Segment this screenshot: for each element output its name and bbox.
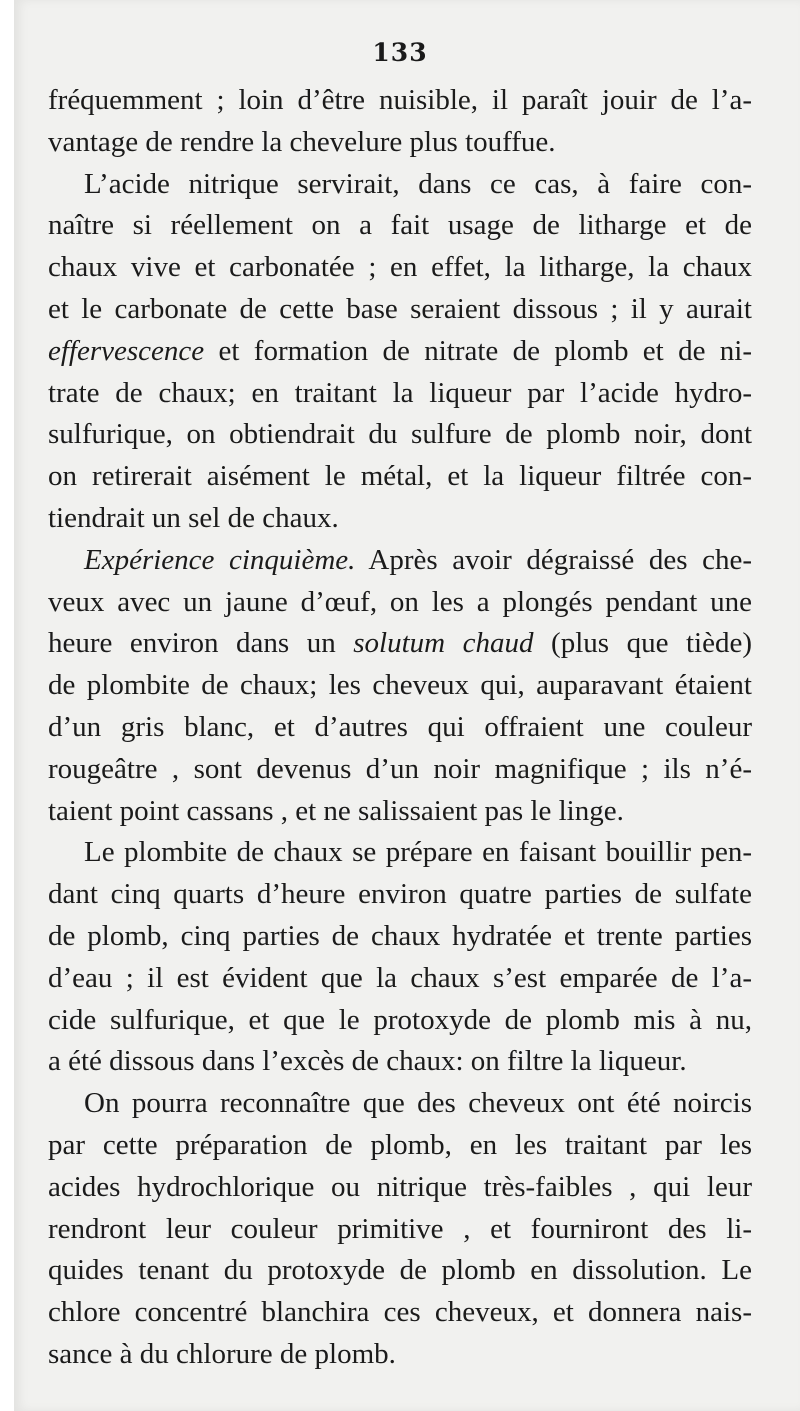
- text-segment: Après avoir dégraissé des che-: [355, 543, 753, 576]
- text-segment: de plombite de chaux; les cheveux qui, auparavant étaient: [48, 669, 752, 702]
- text-line: [48, 1292, 752, 1334]
- text-line: [48, 164, 752, 206]
- text-line: [48, 749, 752, 791]
- text-line: [48, 958, 752, 1000]
- page-number: 133: [372, 38, 428, 67]
- italic-text: Expérience cinquième.: [84, 543, 356, 576]
- text-line: [48, 916, 752, 958]
- italic-text: solutum chaud: [353, 627, 534, 660]
- text-line: [48, 205, 752, 247]
- italic-text: effervescence: [48, 334, 205, 367]
- text-line: [48, 874, 752, 916]
- text-line: [48, 1209, 752, 1251]
- text-segment: sance à du chlorure de plomb.: [48, 1337, 396, 1370]
- text-line: [48, 1041, 752, 1083]
- text-line: [48, 791, 752, 833]
- text-segment: vantage de rendre la chevelure plus touffue.: [48, 125, 556, 158]
- text-segment: Le plombite de chaux se prépare en faisant bouillir pen-: [84, 836, 752, 869]
- text-segment: trate de chaux; en traitant la liqueur par l’acide hydro-: [48, 376, 752, 409]
- text-line: [48, 289, 752, 331]
- text-line: [48, 707, 752, 749]
- text-line: [48, 456, 752, 498]
- text-segment: et le carbonate de cette base seraient dissous ; il y aurait: [48, 292, 752, 325]
- paragraph: [48, 1083, 752, 1376]
- text-line: [48, 623, 752, 665]
- text-segment: de plomb, cinq parties de chaux hydratée et trente parties: [48, 919, 752, 952]
- paragraph: [48, 832, 752, 1083]
- text-line: [48, 373, 752, 415]
- text-line: [48, 414, 752, 456]
- paragraph: [48, 80, 752, 164]
- text-line: [48, 1000, 752, 1042]
- text-line: [48, 247, 752, 289]
- text-line: [48, 331, 752, 373]
- text-segment: L’acide nitrique servirait, dans ce cas, à faire con-: [84, 167, 752, 200]
- text-segment: d’un gris blanc, et d’autres qui offraient une couleur: [48, 710, 752, 743]
- text-segment: acides hydrochlorique ou nitrique très-faibles , qui leur: [48, 1170, 752, 1203]
- text-segment: tiendrait un sel de chaux.: [48, 501, 339, 534]
- text-segment: heure environ dans un: [48, 627, 354, 660]
- text-line: [48, 1250, 752, 1292]
- text-segment: quides tenant du protoxyde de plomb en dissolution. Le: [48, 1254, 752, 1287]
- text-line: [48, 1167, 752, 1209]
- text-line: [48, 1334, 752, 1376]
- text-segment: et formation de nitrate de plomb et de ni-: [204, 334, 752, 367]
- body-text: [48, 80, 752, 1376]
- paragraph: [48, 540, 752, 833]
- text-segment: (plus que tiède): [533, 627, 752, 660]
- text-segment: rougeâtre , sont devenus d’un noir magnifique ; ils n’é-: [48, 752, 752, 785]
- text-segment: chlore concentré blanchira ces cheveux, et donnera nais-: [48, 1296, 752, 1329]
- text-segment: sulfurique, on obtiendrait du sulfure de plomb noir, dont: [48, 418, 752, 451]
- text-line: [48, 665, 752, 707]
- text-line: [48, 832, 752, 874]
- text-line: [48, 498, 752, 540]
- text-segment: taient point cassans , et ne salissaient pas le linge.: [48, 794, 624, 827]
- text-segment: fréquemment ; loin d’être nuisible, il paraît jouir de l’a-: [48, 84, 752, 116]
- text-segment: On pourra reconnaître que des cheveux ont été noircis: [84, 1087, 752, 1120]
- text-segment: chaux vive et carbonatée ; en effet, la litharge, la chaux: [48, 251, 752, 284]
- text-segment: a été dissous dans l’excès de chaux: on filtre la liqueur.: [48, 1045, 687, 1078]
- text-segment: d’eau ; il est évident que la chaux s’est emparée de l’a-: [48, 961, 752, 994]
- text-segment: par cette préparation de plomb, en les traitant par les: [48, 1128, 752, 1161]
- text-segment: cide sulfurique, et que le protoxyde de plomb mis à nu,: [48, 1003, 752, 1036]
- text-line: [48, 540, 752, 582]
- text-segment: on retirerait aisément le métal, et la liqueur filtrée con-: [48, 460, 752, 493]
- text-line: [48, 582, 752, 624]
- text-segment: veux avec un jaune d’œuf, on les a plongés pendant une: [48, 585, 752, 618]
- text-line: [48, 1083, 752, 1125]
- text-line: [48, 122, 752, 164]
- text-segment: naître si réellement on a fait usage de litharge et de: [48, 209, 752, 242]
- text-line: [48, 80, 752, 122]
- paragraph: [48, 164, 752, 540]
- text-segment: dant cinq quarts d’heure environ quatre parties de sulfate: [48, 878, 752, 911]
- text-segment: rendront leur couleur primitive , et fourniront des li-: [48, 1212, 752, 1245]
- text-line: [48, 1125, 752, 1167]
